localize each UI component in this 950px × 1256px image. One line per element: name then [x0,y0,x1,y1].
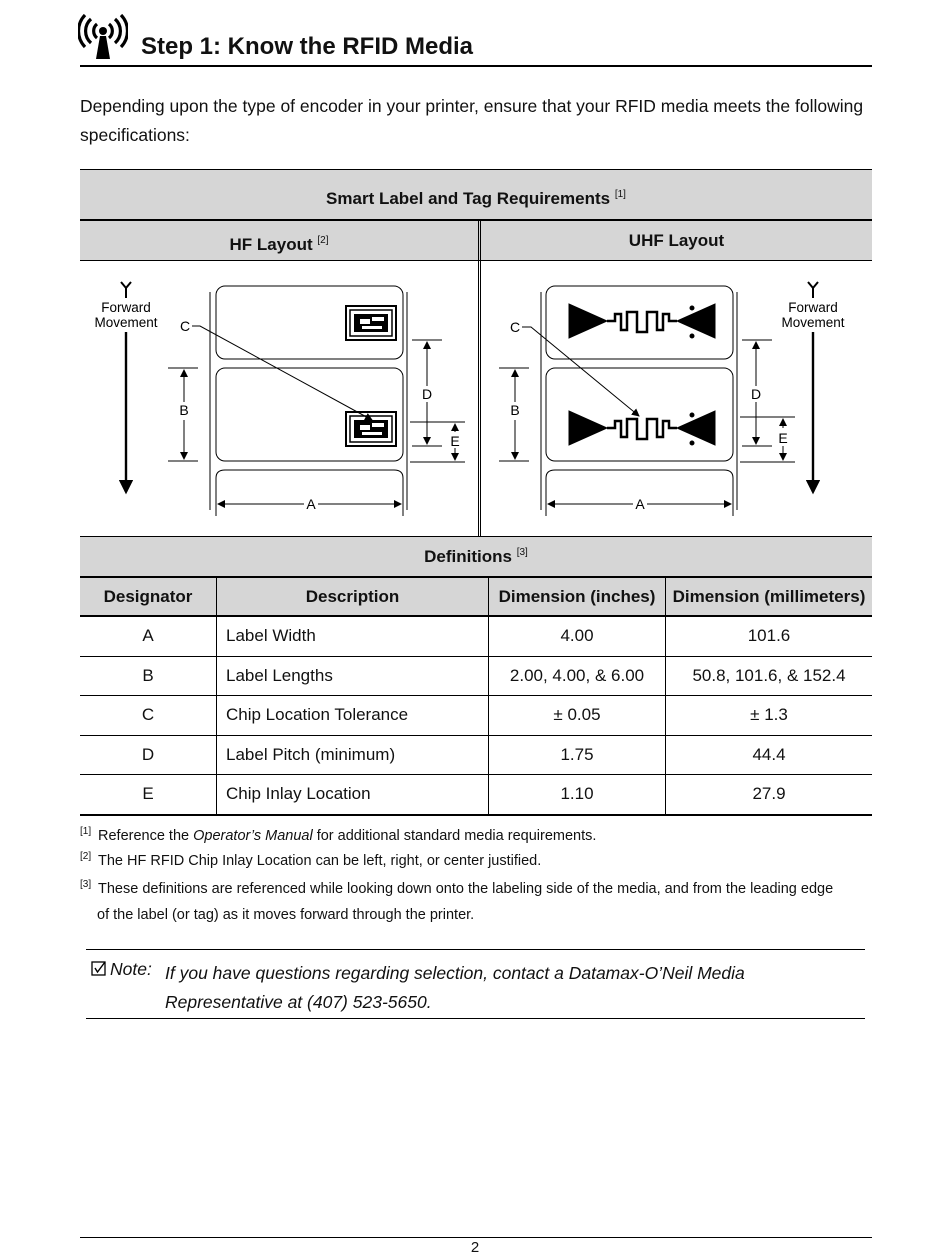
hf-label-c: C [180,318,191,334]
cell-inches: 2.00, 4.00, & 6.00 [489,656,666,696]
cell-designator: D [80,735,217,775]
cell-designator: A [80,616,217,656]
cell-mm: 27.9 [666,775,873,815]
note-box [86,949,865,1019]
cell-mm: ± 1.3 [666,696,873,736]
hf-movement-label: Movement [94,315,158,330]
hf-label-3 [216,470,403,492]
cell-mm: 50.8, 101.6, & 152.4 [666,656,873,696]
footnote-3 [80,872,870,928]
footnote-1-text-b: for additional standard media requirements. [312,828,597,844]
uhf-label-3 [546,470,733,492]
uhf-label-c: C [510,319,521,335]
hf-layout-diagram [80,260,478,536]
cell-mm: 44.4 [666,735,873,775]
footnote-3-line-2: of the label (or tag) as it moves forward through the printer. [97,907,475,923]
footnote-1-text-a: Reference the [98,828,194,844]
hf-label-e: E [450,433,460,449]
cell-mm: 101.6 [666,616,873,656]
intro-paragraph: Depending upon the type of encoder in your printer, ensure that your RFID media meets the following specifications: [80,96,864,145]
hf-label-b: B [179,402,189,418]
header-rule [80,65,872,67]
col-dimension-mm: Dimension (millimeters) [666,577,873,616]
uhf-label-e: E [778,430,788,446]
cell-description: Label Width [217,616,489,656]
footer-rule [80,1237,872,1238]
col-dimension-inches: Dimension (inches) [489,577,666,616]
table-row [80,696,872,736]
uhf-inlay-bottom [569,411,715,445]
cell-designator: C [80,696,217,736]
footnote-1-emphasis: Operator’s Manual [193,828,313,844]
cell-description: Chip Inlay Location [217,775,489,815]
footnote-3-ref: [3] [80,879,92,890]
col-description: Description [217,577,489,616]
hf-label-a: A [306,496,316,512]
hf-chip-bottom [346,412,396,446]
uhf-forward-label: Forward [788,300,838,315]
table-row [80,775,872,815]
table-row [80,616,872,656]
cell-description: Label Lengths [217,656,489,696]
requirements-ref: [1] [614,189,626,200]
uhf-label-a: A [635,496,645,512]
note-label-text: Note: [110,959,152,979]
footnote-3-line-1: These definitions are referenced while looking down onto the labeling side of the media, and from the leading edge [98,881,834,897]
footnote-2-ref: [2] [80,851,92,862]
cell-inches: 4.00 [489,616,666,656]
hf-chip-top [346,306,396,340]
table-row [80,735,872,775]
requirements-title [80,169,872,221]
page-number: 2 [470,1239,480,1256]
layout-diagrams [80,260,872,536]
definitions-title-row [80,537,872,578]
cell-description: Chip Location Tolerance [217,696,489,736]
uhf-layout-header: UHF Layout [628,231,725,250]
uhf-label-b: B [510,402,520,418]
checkbox-icon [91,961,106,976]
page-title: Step 1: Know the RFID Media [141,33,474,60]
uhf-layout-diagram [481,260,872,536]
note-text: If you have questions regarding selection, contact a Datamax-O’Neil Media Representative at (407) 523-5650. [165,963,745,1012]
definitions-title-text: Definitions [424,546,512,566]
uhf-label-d: D [750,386,762,402]
hf-layout-ref: [2] [317,235,329,246]
col-designator: Designator [80,577,217,616]
cell-description: Label Pitch (minimum) [217,735,489,775]
footnote-2 [80,844,870,874]
footnote-1-ref: [1] [80,826,92,837]
hf-layout-header [80,221,481,260]
definitions-title [80,537,872,578]
cell-designator: B [80,656,217,696]
footnote-2-text: The HF RFID Chip Inlay Location can be left, right, or center justified. [98,853,542,869]
hf-label-d: D [421,386,433,402]
note-label [91,959,152,980]
definitions-header-row [80,577,872,616]
uhf-inlay-top [569,304,715,338]
hf-forward-arrow-tail [121,282,131,298]
requirements-table [80,169,872,261]
uhf-forward-arrow-tail [808,282,818,298]
definitions-table [80,536,872,816]
hf-layout-header-text: HF Layout [229,235,313,254]
cell-inches: ± 0.05 [489,696,666,736]
cell-inches: 1.75 [489,735,666,775]
hf-forward-label: Forward [101,300,151,315]
rfid-antenna-icon [78,14,128,60]
uhf-movement-label: Movement [781,315,845,330]
requirements-title-text: Smart Label and Tag Requirements [326,189,611,208]
definitions-ref: [3] [516,546,528,558]
cell-designator: E [80,775,217,815]
cell-inches: 1.10 [489,775,666,815]
layout-header-row [80,221,872,261]
table-row [80,656,872,696]
